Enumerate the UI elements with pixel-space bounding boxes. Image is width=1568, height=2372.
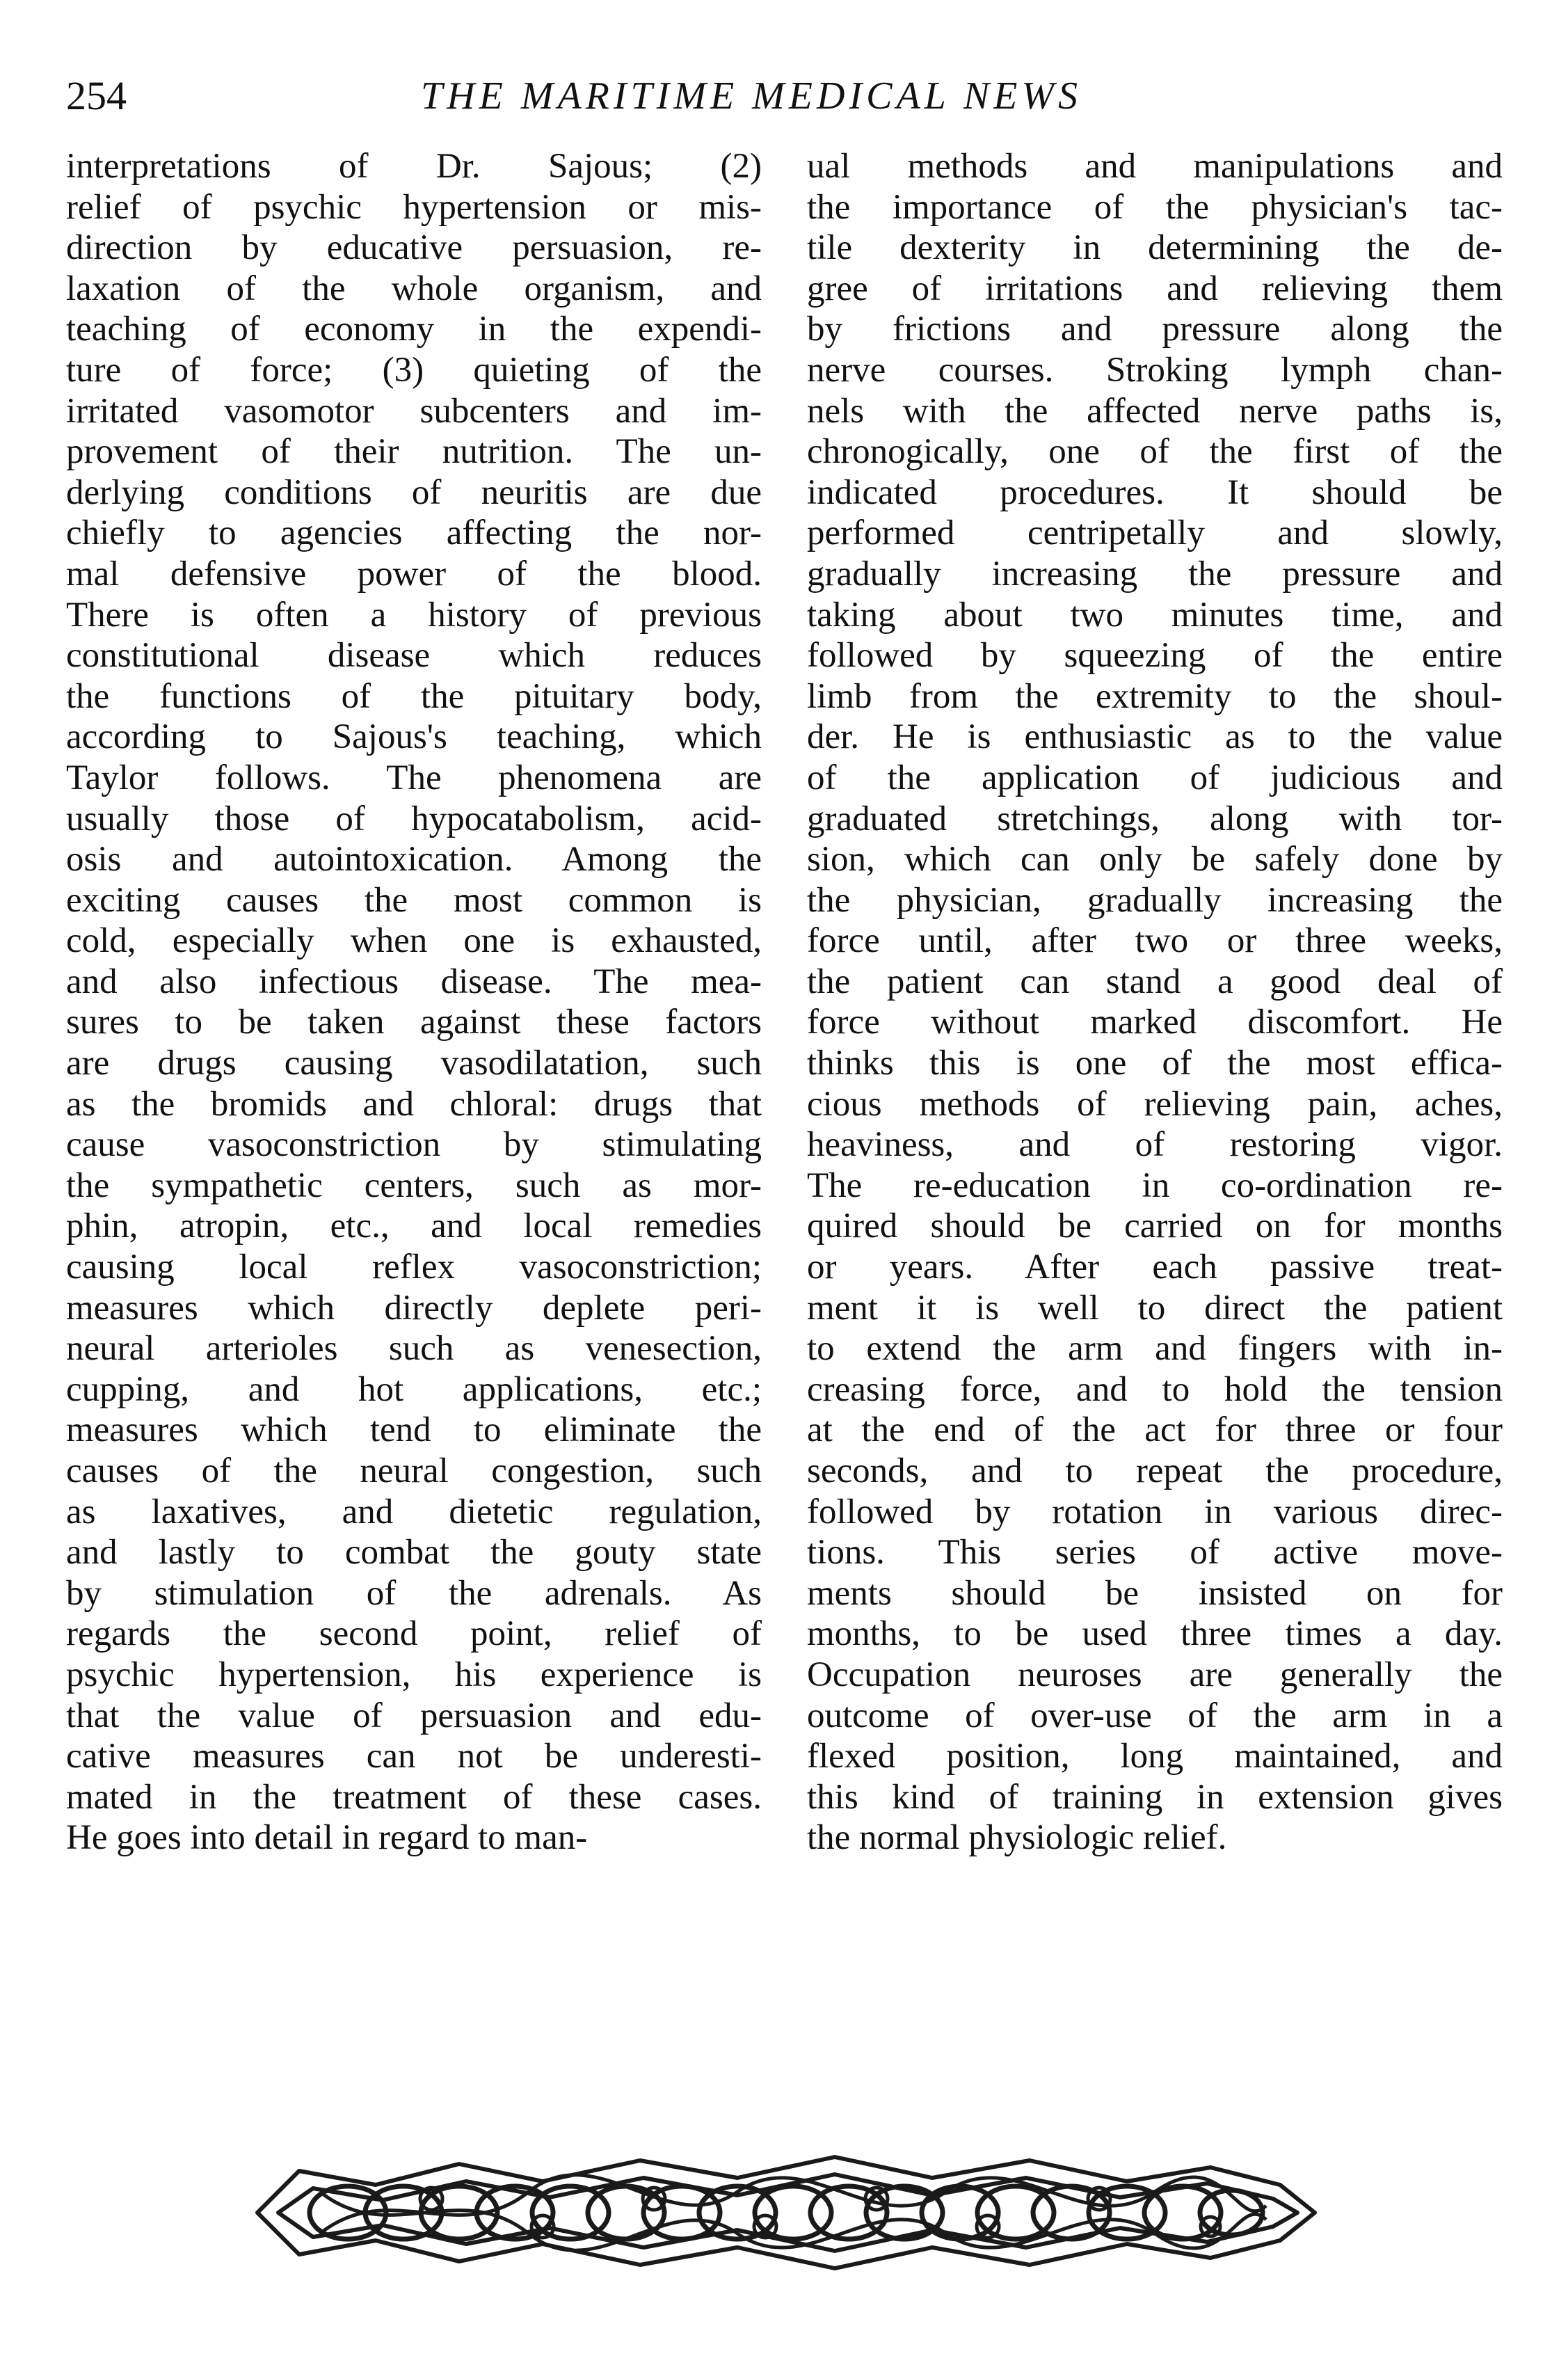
text-line: force without marked discomfort. He: [807, 1003, 1503, 1042]
text-line: or years. After each passive treat-: [807, 1248, 1503, 1287]
text-line: gradually increasing the pressure and: [807, 554, 1503, 594]
text-line: cause vasoconstriction by stimulating: [66, 1125, 762, 1165]
left-column: [66, 146, 762, 2094]
text-line: neural arterioles such as venesection,: [66, 1329, 762, 1369]
text-line: provement of their nutrition. The un-: [66, 432, 762, 472]
text-line: followed by squeezing of the entire: [807, 636, 1503, 676]
text-line: quired should be carried on for months: [807, 1207, 1503, 1246]
text-line: irritated vasomotor subcenters and im-: [66, 391, 762, 431]
text-line: direction by educative persuasion, re-: [66, 228, 762, 268]
text-line: the normal physiologic relief.: [807, 1818, 1227, 1858]
text-line: sion, which can only be safely done by: [807, 840, 1503, 879]
text-line: causing local reflex vasoconstriction;: [66, 1248, 762, 1287]
text-line: gree of irritations and relieving them: [807, 269, 1503, 308]
running-head: THE MARITIME MEDICAL NEWS: [421, 74, 1082, 118]
text-line: at the end of the act for three or four: [807, 1410, 1503, 1450]
text-line: The re-education in co-ordination re-: [807, 1165, 1503, 1205]
page-header: [66, 68, 1499, 131]
text-line: this kind of training in extension gives: [807, 1777, 1503, 1817]
text-line: sures to be taken against these factors: [66, 1003, 762, 1042]
text-line: teaching of economy in the expendi-: [66, 310, 762, 349]
text-line: cative measures can not be underesti-: [66, 1737, 762, 1776]
text-line: usually those of hypocatabolism, acid-: [66, 799, 762, 838]
text-line: ual methods and manipulations and: [807, 147, 1503, 186]
text-line: ment it is well to direct the patient: [807, 1288, 1503, 1328]
text-line: taking about two minutes time, and: [807, 595, 1503, 635]
text-line: as the bromids and chloral: drugs that: [66, 1084, 762, 1124]
text-line: Taylor follows. The phenomena are: [66, 758, 762, 797]
text-line: to extend the arm and fingers with in-: [807, 1329, 1503, 1369]
text-line: ture of force; (3) quieting of the: [66, 350, 762, 390]
text-line: limb from the extremity to the shoul-: [807, 676, 1503, 716]
interlaced-chain-ornament-icon: [250, 2143, 1322, 2282]
text-line: tions. This series of active move-: [807, 1533, 1503, 1573]
text-line: the patient can stand a good deal of: [807, 962, 1503, 1001]
text-line: constitutional disease which reduces: [66, 636, 762, 676]
text-line: the functions of the pituitary body,: [66, 676, 762, 716]
text-line: nerve courses. Stroking lymph chan-: [807, 350, 1503, 390]
text-line: according to Sajous's teaching, which: [66, 717, 762, 757]
text-line: psychic hypertension, his experience is: [66, 1655, 762, 1694]
text-line: He goes into detail in regard to man-: [66, 1818, 588, 1858]
text-line: performed centripetally and slowly,: [807, 514, 1503, 553]
text-line: months, to be used three times a day.: [807, 1614, 1503, 1654]
text-line: creasing force, and to hold the tension: [807, 1369, 1503, 1409]
text-line: der. He is enthusiastic as to the value: [807, 717, 1503, 757]
text-line: ments should be insisted on for: [807, 1573, 1503, 1613]
text-line: outcome of over-use of the arm in a: [807, 1696, 1503, 1735]
text-line: flexed position, long maintained, and: [807, 1737, 1503, 1776]
right-column: [807, 146, 1503, 2094]
text-line: relief of psychic hypertension or mis-: [66, 187, 762, 227]
text-line: are drugs causing vasodilatation, such: [66, 1044, 762, 1083]
text-line: laxation of the whole organism, and: [66, 269, 762, 308]
text-line: chiefly to agencies affecting the nor-: [66, 514, 762, 553]
text-line: by frictions and pressure along the: [807, 310, 1503, 349]
text-line: osis and autointoxication. Among the: [66, 840, 762, 879]
text-line: of the application of judicious and: [807, 758, 1503, 797]
text-line: the sympathetic centers, such as mor-: [66, 1165, 762, 1205]
text-line: cold, especially when one is exhausted,: [66, 921, 762, 961]
text-line: chronogically, one of the first of the: [807, 432, 1503, 472]
text-line: mal defensive power of the blood.: [66, 554, 762, 594]
text-line: interpretations of Dr. Sajous; (2): [66, 147, 762, 186]
text-line: There is often a history of previous: [66, 595, 762, 635]
text-line: that the value of persuasion and edu-: [66, 1696, 762, 1735]
text-line: and also infectious disease. The mea-: [66, 962, 762, 1001]
text-line: nels with the affected nerve paths is,: [807, 391, 1503, 431]
text-line: the importance of the physician's tac-: [807, 187, 1503, 227]
text-line: as laxatives, and dietetic regulation,: [66, 1492, 762, 1531]
text-line: measures which tend to eliminate the: [66, 1410, 762, 1450]
text-line: graduated stretchings, along with tor-: [807, 799, 1503, 838]
text-line: cupping, and hot applications, etc.;: [66, 1369, 762, 1409]
text-line: heaviness, and of restoring vigor.: [807, 1125, 1503, 1165]
text-line: tile dexterity in determining the de-: [807, 228, 1503, 268]
text-line: by stimulation of the adrenals. As: [66, 1573, 762, 1613]
text-line: seconds, and to repeat the procedure,: [807, 1451, 1503, 1490]
text-line: measures which directly deplete peri-: [66, 1288, 762, 1328]
text-line: derlying conditions of neuritis are due: [66, 472, 762, 512]
text-line: the physician, gradually increasing the: [807, 880, 1503, 920]
text-line: phin, atropin, etc., and local remedies: [66, 1207, 762, 1246]
text-line: Occupation neuroses are generally the: [807, 1655, 1503, 1694]
text-line: causes of the neural congestion, such: [66, 1451, 762, 1490]
text-line: thinks this is one of the most effica-: [807, 1044, 1503, 1083]
text-line: cious methods of relieving pain, aches,: [807, 1084, 1503, 1124]
text-line: and lastly to combat the gouty state: [66, 1533, 762, 1573]
text-line: force until, after two or three weeks,: [807, 921, 1503, 961]
text-line: exciting causes the most common is: [66, 880, 762, 920]
text-line: mated in the treatment of these cases.: [66, 1777, 762, 1817]
text-line: followed by rotation in various direc-: [807, 1492, 1503, 1531]
text-line: indicated procedures. It should be: [807, 472, 1503, 512]
page-number: 254: [66, 73, 127, 118]
text-line: regards the second point, relief of: [66, 1614, 762, 1654]
